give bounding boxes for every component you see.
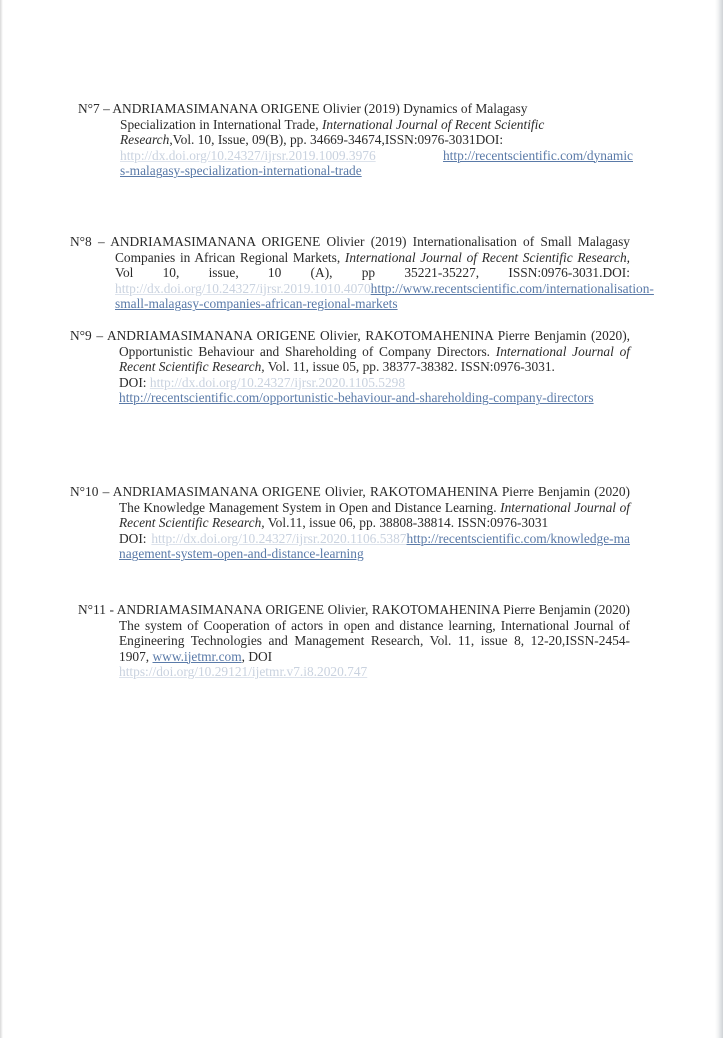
page-shadow-left	[0, 0, 3, 1038]
reference-text: ANDRIAMASIMANANA ORIGENE Olivier (2019) Dynamics of Malagasy	[112, 101, 528, 116]
doi-link[interactable]: http://dx.doi.org/10.24327/ijrsr.2019.1009.3976	[120, 147, 376, 163]
journal-title: Research	[120, 132, 170, 148]
journal-title: International Journal of Recent Scientific Research,	[119, 499, 630, 531]
doi-label: DOI:	[119, 530, 147, 546]
article-link[interactable]: http://www.recentscienti	[370, 280, 502, 296]
reference-details: Vol.11, issue 06, pp. 38808-38814. ISSN:0976-3031	[267, 515, 549, 531]
reference-number: N°9 –	[70, 328, 104, 343]
reference-details: Vol 10, issue, 10 (A), pp 35221-35227, ISSN:0976-3031.DOI:	[115, 265, 630, 281]
reference-entry-10	[70, 484, 630, 562]
reference-number: N°11 -	[78, 602, 114, 617]
reference-entry-9	[70, 328, 630, 406]
page-shadow-right	[715, 0, 723, 1038]
journal-title: International Journal of Recent Scientific	[321, 116, 545, 132]
reference-entry-7	[78, 101, 633, 179]
reference-text: ANDRIAMASIMANANA ORIGENE Olivier, RAKOTOMAHENINA Pierre Benjamin (2020) The Knowledge Management System in Open and Distance Learning.	[112, 484, 630, 515]
reference-number: N°10 –	[70, 484, 110, 499]
article-link[interactable]: http://recentscientific.com/opportunistic-behaviour-and-shareholding-company-directors	[119, 390, 594, 406]
doi-link[interactable]: http://dx.doi.org/10.24327/ijrsr.2020.1106.5387	[151, 530, 407, 546]
reference-details: Vol. 11, issue 05, pp. 38377-38382. ISSN:0976-3031.	[267, 359, 555, 375]
reference-details: , DOI	[241, 648, 273, 664]
reference-entry-11	[78, 602, 630, 680]
doi-label: DOI:	[119, 374, 147, 390]
article-link[interactable]: http://recentscientific.com/dynamic	[442, 147, 633, 163]
journal-title: International Journal of Recent Scientific Research,	[119, 343, 630, 375]
journal-title: International Journal of Recent Scientific Research,	[344, 249, 630, 265]
reference-text: ANDRIAMASIMANANA ORIGENE Olivier (2019) Internationalisation of Small Malagasy Companies in African Regional Markets,	[110, 234, 630, 265]
article-link[interactable]: http://recentscientific.com/knowledge-management-system-open-and-distance-learning	[119, 530, 630, 562]
reference-text: Specialization in International Trade,	[120, 116, 319, 132]
article-link-continued[interactable]: fic.com/internationalisation-small-malagasy-companies-african-regional-markets	[115, 280, 654, 312]
reference-details: ,Vol. 10, Issue, 09(B), pp. 34669-34674,ISSN:0976-3031DOI:	[169, 132, 504, 148]
article-link-continued[interactable]: s-malagasy-specialization-international-trade	[120, 163, 362, 179]
journal-website-link[interactable]: www.ijetmr.com	[152, 648, 242, 664]
doi-link[interactable]: http://dx.doi.org/10.24327/ijrsr.2020.1105.5298	[149, 374, 406, 390]
reference-entry-8	[70, 234, 654, 312]
doi-link[interactable]: http://dx.doi.org/10.24327/ijrsr.2019.1010.4070	[115, 280, 371, 296]
reference-number: N°8 –	[70, 234, 105, 249]
reference-text: ANDRIAMASIMANANA ORIGENE Olivier, RAKOTOMAHENINA Pierre Benjamin (2020), Opportunistic Behaviour and Shareholding of Company Directors.	[106, 328, 631, 359]
doi-link[interactable]: https://doi.org/10.29121/ijetmr.v7.i8.2020.747	[119, 664, 368, 680]
reference-number: N°7 –	[78, 101, 110, 116]
reference-text: ANDRIAMASIMANANA ORIGENE Olivier, RAKOTOMAHENINA Pierre Benjamin (2020) The system of Cooperation of actors in open and distance learning, International Journal of Engineering Technologies and Management Research, Vol. 11, issue 8, 12-20,ISSN-2454-1907,	[116, 602, 630, 664]
